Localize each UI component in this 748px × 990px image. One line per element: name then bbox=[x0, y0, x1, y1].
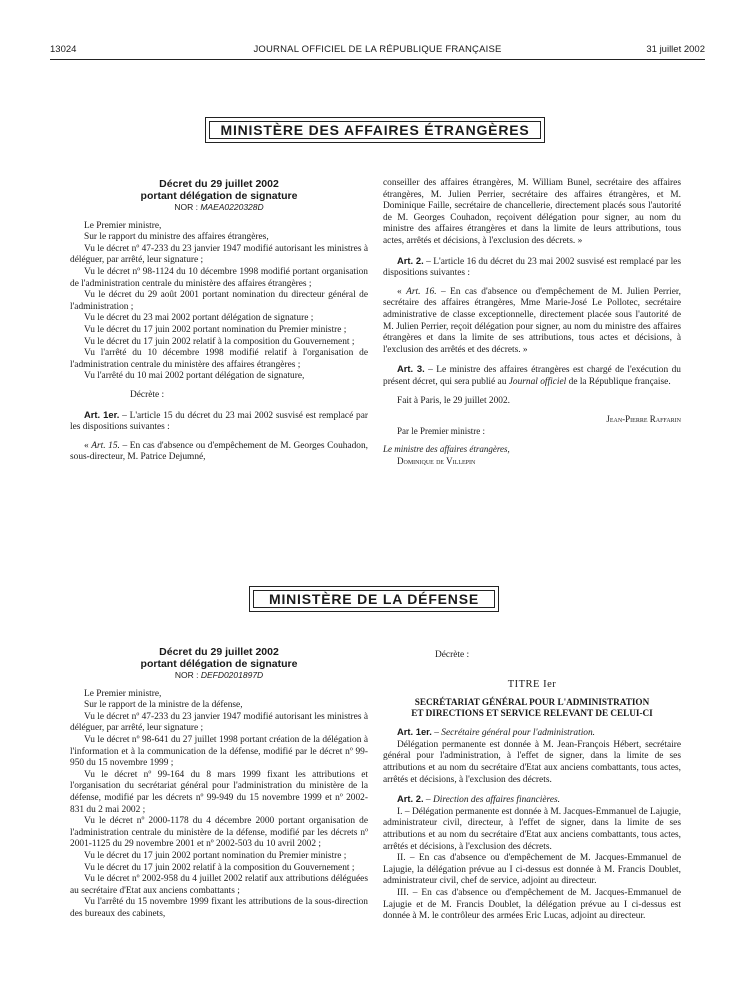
article-1-heading: Art. 1er. – Secrétaire général pour l'administration. bbox=[397, 726, 596, 739]
article-2: Art. 2. – L'article 16 du décret du 23 mai 2002 susvisé est remplacé par les dispositions suivantes : bbox=[383, 254, 681, 279]
fait-a-paris: Fait à Paris, le 29 juillet 2002. bbox=[397, 395, 511, 406]
article-2-para: III. – En cas d'absence ou d'empêchement de M. Jacques-Emmanuel de Lajugie et de M. Francis Doublet, la délégation prévue au I ci-dessus est donnée à M. le contrôleur des armées Eric Lucas, adjoint au directeur. bbox=[383, 887, 681, 922]
signatory-name: Jean-Pierre Raffarin bbox=[606, 414, 681, 425]
ministry-title: MINISTÈRE DE LA DÉFENSE bbox=[253, 590, 495, 608]
visa: Vu l'arrêté du 10 mai 2002 portant délégation de signature, bbox=[84, 371, 305, 382]
header-rule bbox=[50, 59, 705, 60]
visa: Vu l'arrêté du 15 novembre 1999 fixant les attributions de la sous-direction des bureaux des cabinets, bbox=[70, 897, 368, 919]
visa: Vu le décret du 23 mai 2002 portant délégation de signature ; bbox=[84, 313, 314, 324]
visa: Vu le décret nº 98-641 du 27 juillet 1998 portant création de la délégation à l'information et à la communication de la défense, modifié par le décret nº 99-950 du 15 novembre 1999 ; bbox=[70, 734, 368, 769]
visa: Vu le décret nº 2002-958 du 4 juillet 2002 relatif aux attributions déléguées au secrétaire d'Etat aux anciens combattants ; bbox=[70, 874, 368, 896]
article-1: Art. 1er. – L'article 15 du décret du 23 mai 2002 susvisé est remplacé par les dispositions suivantes : bbox=[70, 408, 368, 433]
minister-title: Le ministre des affaires étrangères, bbox=[383, 444, 510, 455]
article-2-para: II. – En cas d'absence ou d'empêchement de M. Jacques-Emmanuel de Lajugie, la délégation prévue au I ci-dessus est donnée à M. Francis Doublet, administrateur civil, chef de service, adjoint au directeur. bbox=[383, 853, 681, 887]
visa: Vu le décret du 17 juin 2002 relatif à la composition du Gouvernement ; bbox=[84, 862, 355, 873]
decree-subtitle: portant délégation de signature bbox=[140, 658, 298, 670]
article-16-quote: « Art. 16. – En cas d'absence ou d'empêchement de M. Julien Perrier, secrétaire des affaires étrangères, Mme Marie-José Le Pollotec, secrétaire administrative de classe exceptionnelle, directement placée sous l'autorité de M. Julien Perrier, reçoit délégation pour signer, au nom du ministre des affaires étrangères et dans la limite de ses attributions, tous actes et décisions, à l'exclusion des arrêtés et des décrets. » bbox=[383, 286, 682, 355]
issue-date: 31 juillet 2002 bbox=[646, 44, 705, 55]
page-header bbox=[50, 44, 705, 58]
visa: Vu le décret nº 99-164 du 8 mars 1999 fixant les attributions et l'organisation du secrétariat général pour l'administration du ministère de la défense, modifié par les décrets nº 99-949 du 15 novembre 1999 et nº 2002-831 du 2 mai 2002 ; bbox=[70, 769, 368, 815]
minister-name: Dominique de Villepin bbox=[397, 455, 476, 466]
intro-text: Le Premier ministre, bbox=[84, 220, 162, 231]
visa: Vu le décret nº 47-233 du 23 janvier 1947 modifié autorisant les ministres à déléguer, par arrêté, leur signature ; bbox=[70, 711, 368, 734]
journal-title: JOURNAL OFFICIEL DE LA RÉPUBLIQUE FRANÇAISE bbox=[253, 44, 502, 55]
decree-title: Décret du 29 juillet 2002 bbox=[159, 646, 279, 658]
visa: Vu le décret nº 2000-1178 du 4 décembre 2000 portant organisation de l'administration centrale du ministère de la défense, modifié par les décrets nº 2001-1125 du 29 novembre 2001 et nº 2002-503 du 10 avril 2002 ; bbox=[70, 816, 368, 850]
intro-text: Le Premier ministre, bbox=[84, 688, 162, 699]
article-3: Art. 3. – Le ministre des affaires étrangères est chargé de l'exécution du présent décret, qui sera publié au Journal officiel de la République française. bbox=[383, 363, 681, 387]
ministry-box-affaires-etrangeres bbox=[205, 117, 545, 143]
section-subtitle: ET DIRECTIONS ET SERVICE RELEVANT DE CELUI-CI bbox=[411, 708, 653, 719]
article-15-continuation: conseiller des affaires étrangères, M. William Bunel, secrétaire des affaires étrangères, M. Julien Perrier, secrétaire des affaires étrangères, et M. Dominique Faille, secrétaire de chancellerie, directement placés sous l'autorité de M. Georges Couhadon, reçoivent délégation pour signer, au nom du ministre des affaires étrangères et dans la limite de leurs attributions, tous actes, arrêtés et décisions, à l'exclusion des décrets. » bbox=[383, 178, 681, 246]
article-15-quote: « Art. 15. – En cas d'absence ou d'empêchement de M. Georges Couhadon, sous-directeur, M. Patrice Dejumné, bbox=[70, 440, 369, 463]
visa: Vu le décret du 17 juin 2002 relatif à la composition du Gouvernement ; bbox=[84, 336, 355, 347]
nor-reference: NOR : DEFD0201897D bbox=[174, 670, 264, 680]
visa: Sur le rapport du ministre des affaires étrangères, bbox=[84, 232, 269, 243]
visa: Vu le décret nº 47-233 du 23 janvier 1947 modifié autorisant les ministres à déléguer, par arrêté, leur signature ; bbox=[70, 243, 368, 266]
visa: Vu le décret du 17 juin 2002 portant nomination du Premier ministre ; bbox=[84, 850, 347, 861]
section-title: SECRÉTARIAT GÉNÉRAL POUR L'ADMINISTRATION bbox=[414, 697, 650, 708]
ministry-title: MINISTÈRE DES AFFAIRES ÉTRANGÈRES bbox=[209, 121, 541, 139]
par-le-premier-ministre: Par le Premier ministre : bbox=[397, 425, 485, 436]
section1-column-right bbox=[383, 178, 681, 467]
ministry-box-defense bbox=[249, 586, 499, 612]
decree-title: Décret du 29 juillet 2002 bbox=[159, 178, 279, 190]
page-number: 13024 bbox=[50, 44, 77, 55]
titre-heading: TITRE Ier bbox=[507, 678, 557, 690]
visa: Vu le décret du 17 juin 2002 portant nomination du Premier ministre ; bbox=[84, 324, 347, 335]
decree-subtitle: portant délégation de signature bbox=[140, 190, 298, 202]
article-1-text: Délégation permanente est donnée à M. Jean-François Hébert, secrétaire général pour l'administration, à l'effet de signer, dans la limite de ses attributions et au nom du secrétaire d'Etat aux anciens combattants, tous actes, arrêtés et décisions, à l'exclusion des décrets. bbox=[383, 739, 681, 785]
article-2-para: I. – Délégation permanente est donnée à M. Jacques-Emmanuel de Lajugie, administrateur civil, directeur, à l'effet de signer, dans la limite de ses attributions et au nom du secrétaire d'Etat aux anciens combattants, tous actes, arrêtés et décisions, à l'exclusion des décrets. bbox=[383, 806, 681, 852]
visa: Vu le décret du 29 août 2001 portant nomination du directeur général de l'administration ; bbox=[70, 290, 368, 312]
article-2-heading: Art. 2. – Direction des affaires financières. bbox=[397, 793, 561, 806]
section2-column-left bbox=[70, 646, 368, 920]
nor-reference: NOR : MAEA0220328D bbox=[174, 202, 264, 212]
decrete: Décrète : bbox=[435, 650, 470, 660]
visa: Vu le décret nº 98-1124 du 10 décembre 1998 modifié portant organisation de l'administration centrale du ministère des affaires étrangères ; bbox=[70, 266, 368, 289]
decrete: Décrète : bbox=[130, 389, 165, 400]
visa: Sur le rapport de la ministre de la défense, bbox=[84, 700, 243, 711]
section1-column-left bbox=[70, 178, 368, 464]
visa: Vu l'arrêté du 10 décembre 1998 modifié relatif à l'organisation de l'administration centrale du ministère des affaires étrangères ; bbox=[70, 348, 368, 370]
section2-column-right bbox=[383, 650, 681, 923]
